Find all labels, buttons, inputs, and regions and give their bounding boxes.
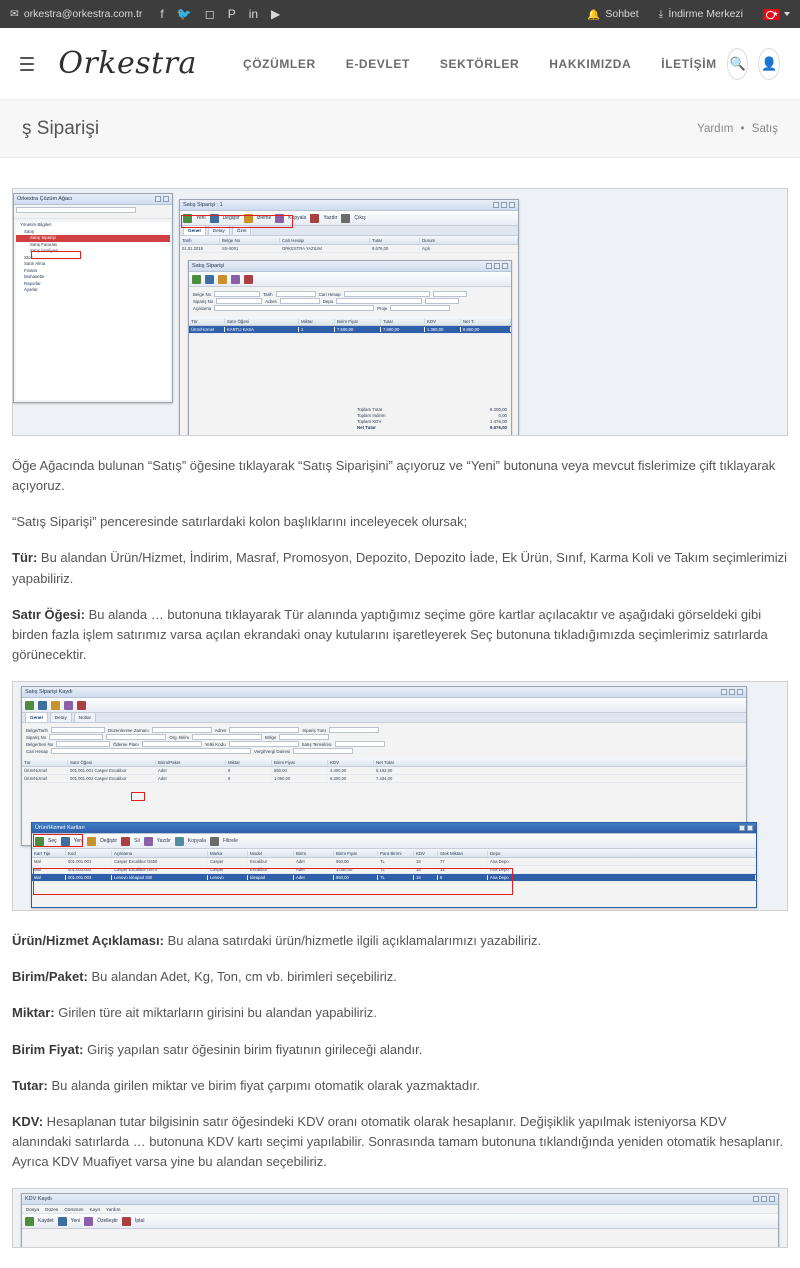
detail-form-row-3[interactable]: Açıklama Proje <box>193 305 507 311</box>
copy-icon[interactable] <box>275 214 284 223</box>
ogeagaci-searchbar[interactable] <box>14 205 172 219</box>
paragraph-columns: “Satış Siparişi” penceresinde satırlardaki kolon başlıklarını inceleyecek olursak; <box>12 514 468 530</box>
term-birim-fiyat-label: Birim Fiyat: <box>12 1041 84 1057</box>
kayit-grid-row[interactable]: Ürün/Hizmet 001.001.001 Casper Excalibur Adet 8 550,00 4.400,00 5.192,00 <box>22 767 746 775</box>
kayit-close-icon[interactable] <box>77 701 86 710</box>
kayit-tab-genel[interactable]: Genel <box>25 712 48 722</box>
term-birim-paket-text: Bu alandan Adet, Kg, Ton, cm vb. birimleri seçebiliriz. <box>87 969 397 985</box>
kartlari-toolbar[interactable] <box>32 834 756 849</box>
term-tutar-label: Tutar: <box>12 1077 48 1093</box>
site-header <box>0 28 800 100</box>
chat-label: Sohbet <box>605 8 639 20</box>
detail-save-icon[interactable] <box>192 275 201 284</box>
tree-item-satis[interactable]: Satış <box>24 228 35 234</box>
term-birim-fiyat-text: Giriş yapılan satır öğesinin birim fiyatının girileceği alandır. <box>83 1041 423 1057</box>
tab-ozet[interactable]: Özet <box>232 225 252 235</box>
kdv-save-icon[interactable] <box>25 1217 34 1226</box>
kdv-window-title-label: KDV Kaydı <box>25 1196 52 1203</box>
kartlari-degistir-label[interactable]: Değiştir <box>100 838 118 845</box>
detail-new-icon[interactable] <box>205 275 214 284</box>
hamburger-icon[interactable] <box>20 53 34 75</box>
download-center-link[interactable] <box>659 8 743 21</box>
kayit-window-title-label: Satış Siparişi Kaydı <box>25 689 73 696</box>
breadcrumb-separator: • <box>740 122 745 135</box>
kayit-window-controls[interactable] <box>721 689 743 695</box>
kartlari-window-title <box>32 823 756 834</box>
bell-icon: 🔔 <box>587 8 601 21</box>
term-urun-hizmet-aciklamasi <box>12 931 788 951</box>
new-icon[interactable] <box>183 214 192 223</box>
kdv-menu-dosya[interactable]: Dosya <box>26 1206 40 1212</box>
term-miktar-text: Girilen türe ait miktarların girisini bu alandan yapabiliriz. <box>54 1005 377 1021</box>
print-icon[interactable] <box>310 214 319 223</box>
kayit-new-icon[interactable] <box>38 701 47 710</box>
ogeagaci-title <box>14 194 172 205</box>
term-satir-ogesi <box>12 605 788 665</box>
tab-detay[interactable]: Detay <box>208 225 230 235</box>
term-birim-paket <box>12 967 788 987</box>
ogeagaci-window[interactable] <box>13 193 173 403</box>
figure-satir-ogesi[interactable] <box>12 681 788 911</box>
breadcrumb-item-yardim[interactable]: Yardım <box>697 122 734 135</box>
total-row-indirim: Toplam İndirim 0,00 <box>357 413 507 418</box>
tree-item-stok[interactable]: Stok <box>24 254 33 260</box>
tree-item-satinalma[interactable]: Satın Alma <box>24 261 46 266</box>
kdv-new-icon[interactable] <box>58 1217 67 1226</box>
sec-icon[interactable] <box>35 837 44 846</box>
kdv-window-controls[interactable] <box>753 1196 775 1202</box>
kartlari-grid-header: Kart Tipi Kod Açıklama Marka Model Birim Birim Fiyat Para Birimi KDV Stok Miktarı Depo <box>32 849 756 858</box>
tree-item-satis-faturasi[interactable]: Satış Faturası <box>30 241 58 247</box>
turkey-flag-icon <box>763 9 780 20</box>
detail-grid-header: Tür Satır Öğesi Miktar Birim Fiyat Tutar KDV Net T. <box>189 317 511 326</box>
kdv-menu-yardim[interactable]: Yardım <box>105 1206 121 1212</box>
ogeagaci-title-label: Orkestra Çözüm Ağacı <box>17 196 73 202</box>
tree-item-satis-siparisi[interactable]: Satış Siparişi <box>16 235 170 242</box>
term-tur-label: Tür: <box>12 550 38 566</box>
term-birim-fiyat <box>12 1040 788 1060</box>
kayit-grid-header: Tür Satır Öğesi Birim/Paket Miktar Birim Fiyat KDV Net Tutar <box>22 758 746 767</box>
detail-form-row-1[interactable]: Belge No Tarih Cari Hesap <box>193 291 507 297</box>
kartlari-copy-icon[interactable] <box>175 837 184 846</box>
kayit-print-icon[interactable] <box>51 701 60 710</box>
main-navigation <box>243 57 717 71</box>
view-icon[interactable] <box>244 214 253 223</box>
kartlari-sil-label[interactable]: Sil <box>134 838 140 845</box>
kartlari-print-icon[interactable] <box>144 837 153 846</box>
detail-form[interactable] <box>189 287 511 315</box>
contact-email[interactable] <box>10 8 142 20</box>
toolbar-print-label[interactable]: Yazdır <box>323 215 338 221</box>
kartlari-sec-label[interactable]: Seç <box>48 838 57 845</box>
kartlari-grid-row[interactable]: Mal 001.001.002 Casper Excalibur G670 Casper Excalibur Adet 1.050,00 TL 18 12 Ana Depo <box>32 866 756 874</box>
nav-item-iletisim[interactable]: İLETİŞİM <box>661 56 717 71</box>
kdv-menu-gorunum[interactable]: Görünüm <box>64 1206 84 1212</box>
list-window-title <box>180 200 518 211</box>
detail-close-icon[interactable] <box>244 275 253 284</box>
detail-form-row-2[interactable]: Sipariş No Adres Depo <box>193 298 507 304</box>
kayit-form[interactable] <box>22 723 746 758</box>
tab-genel[interactable]: Genel <box>183 225 206 235</box>
toolbar-edit-label[interactable]: Değiştir <box>222 215 240 221</box>
toolbar-copy-label[interactable]: Kopyala <box>288 215 307 221</box>
page-title: ş Siparişi <box>22 117 100 139</box>
kdv-menu-duzen[interactable]: Düzen <box>45 1206 59 1212</box>
detail-window-toolbar[interactable] <box>189 272 511 287</box>
logo[interactable]: Orkestra <box>58 46 197 81</box>
term-kdv-text: Hesaplanan tutar bilgisinin satır öğesindeki KDV oranı otomatik olarak hesaplanır. Değişiklik yapılmak isteniyorsa KDV alanındaki satırlarda … butonuna KDV kartı seçimi yapılabilir. Sonrasında tamam butonuna tıklandığında yeniden otomatik hesaplanır. Ayrıca KDV Muafiyet varsa yine bu alandan seçebiliriz. <box>12 1113 784 1170</box>
detail-customize-icon[interactable] <box>231 275 240 284</box>
chevron-down-icon <box>784 12 790 16</box>
detail-print-icon[interactable] <box>218 275 227 284</box>
window-controls[interactable] <box>155 196 169 202</box>
language-switcher[interactable] <box>763 9 790 20</box>
kayit-customize-icon[interactable] <box>64 701 73 710</box>
tree-item-ayarlar[interactable]: Ayarlar <box>24 287 38 292</box>
kdv-iptal-label[interactable]: İptal <box>134 1218 145 1225</box>
nav-item-edevlet[interactable]: E-DEVLET <box>345 56 410 71</box>
kayit-form-row-2[interactable]: Sipariş No Org. Birim Bölge <box>26 734 742 740</box>
contact-email-label: orkestra@orkestra.com.tr <box>23 8 143 20</box>
kartlari-grid-row[interactable]: Mal 001.001.001 Casper Excalibur G650 Casper Excalibur Adet 550,00 TL 18 77 Ana Depo <box>32 858 756 866</box>
search-icon[interactable]: 🔍 <box>727 48 749 80</box>
kartlari-window-title-label: Ürün/Hizmet Kartları <box>35 825 85 832</box>
tree-item-yonetim[interactable]: Yönetim Bilgileri <box>20 222 52 227</box>
toolbar-view-label[interactable]: İzleme <box>256 215 272 221</box>
breadcrumb-item-satis[interactable]: Satış <box>751 122 778 135</box>
list-window-toolbar[interactable] <box>180 211 518 226</box>
detail-window-controls[interactable] <box>486 263 508 269</box>
kdv-yeni-label[interactable]: Yeni <box>70 1218 81 1225</box>
list-window-tabs[interactable] <box>180 226 518 236</box>
kayit-tab-notlar[interactable]: Notlar <box>74 712 96 722</box>
term-tur-text: Bu alandan Ürün/Hizmet, İndirim, Masraf, Promosyon, Depozito, Depozito İade, Ek Ürün, Sınıf, Karma Koli ve Takım seçimlerimizi yapabiliriz. <box>12 550 787 586</box>
detail-totals <box>357 406 507 431</box>
paragraph-intro: Öğe Ağacında bulunan “Satış” öğesine tıklayarak “Satış Siparişini” açıyoruz ve “Yeni” butonuna veya mevcut fislerimize çift tıklayarak açıyoruz. <box>12 458 776 494</box>
toolbar-new-label[interactable]: Yeni <box>196 215 206 221</box>
kdv-menu-kayit[interactable]: Kayıt <box>89 1206 100 1212</box>
nav-item-sektorler[interactable]: SEKTÖRLER <box>439 56 520 71</box>
kartlari-yeni-label[interactable]: Yeni <box>73 838 84 845</box>
term-tur <box>12 548 788 588</box>
kartlari-yazdir-label[interactable]: Yazdır <box>156 838 171 845</box>
term-tutar <box>12 1076 788 1096</box>
kayit-form-row-4[interactable]: Cari Hesap Vergi/Vergi Dairesi <box>26 748 742 754</box>
kartlari-edit-icon[interactable] <box>87 837 96 846</box>
term-tutar-text: Bu alanda girilen miktar ve birim fiyat çarpımı otomatik olarak yazmaktadır. <box>47 1077 480 1093</box>
facebook-icon[interactable]: f <box>160 7 164 21</box>
chat-link[interactable] <box>587 8 638 21</box>
total-row-kdv: Toplam KDV 1.476,00 <box>357 419 507 424</box>
kayit-window-toolbar[interactable] <box>22 698 746 713</box>
list-window-title-label: Satış Siparişi : 1 <box>183 202 223 208</box>
kartlari-kopyala-label[interactable]: Kopyala <box>187 838 206 845</box>
tree-item-finans[interactable]: Finans <box>24 267 38 273</box>
term-urun-hizmet-aciklamasi-text: Bu alana satırdaki ürün/hizmetle ilgili açıklamalarımızı yazabiliriz. <box>163 933 542 949</box>
kartlari-delete-icon[interactable] <box>121 837 130 846</box>
kayit-window-title <box>22 687 746 698</box>
kdv-menubar[interactable] <box>22 1205 778 1214</box>
nav-item-hakkimizda[interactable]: HAKKIMIZDA <box>549 56 632 71</box>
download-icon: ⤓ <box>658 7 664 20</box>
kayit-grid-row[interactable]: Ürün/Hizmet 001.001.002 Casper Excalibur Adet 6 1.050,00 6.300,00 7.434,00 <box>22 775 746 783</box>
list-grid-row[interactable]: 01.01.2019 SS-0001 ORKESTRA YAZILIM 9.676,00 Açık <box>180 245 518 253</box>
instagram-icon[interactable]: ◻ <box>204 7 215 21</box>
urun-hizmet-kartlari-window[interactable] <box>31 822 757 908</box>
term-satir-ogesi-text: Bu alanda … butonuna tıklayarak Tür alanında yaptığımız seçime göre kartlar açılacaktır ve aşağıdaki görseldeki gibi birden fazla işlem satırımız varsa açılan ekrandaki onay kutularını işaretleyerek Seç butonuna tıkladığımızda seçimlerimiz satırlarda görünecektir. <box>12 606 768 662</box>
pinterest-icon[interactable]: P <box>227 7 236 21</box>
detail-window-title-label: Satış Siparişi <box>192 263 225 269</box>
twitter-icon[interactable]: 🐦 <box>176 7 192 21</box>
youtube-icon[interactable]: ▶ <box>271 7 281 21</box>
list-window-controls[interactable] <box>493 202 515 208</box>
satis-siparisi-detail-window[interactable] <box>188 260 512 436</box>
tree-item-satis-irsaliyesi[interactable]: Satış İrsaliyesi <box>30 248 59 253</box>
kayit-tab-detay[interactable]: Detay <box>50 712 72 722</box>
envelope-icon: ✉ <box>10 8 19 20</box>
figure-kdv-kaydi[interactable] <box>12 1188 788 1248</box>
edit-icon[interactable] <box>210 214 219 223</box>
total-row-tutar: Toplam Tutar 8.200,00 <box>357 407 507 412</box>
article-content <box>0 158 800 1248</box>
kartlari-window-controls[interactable] <box>739 825 753 831</box>
user-icon[interactable]: 👤 <box>758 48 780 80</box>
kartlari-grid-row[interactable]: Mal 001.001.003 Lenovo Ideapad 330 Lenovo Ideapad Adet 850,00 TL 18 8 Ana Depo <box>32 874 756 882</box>
figure-satis-siparisi[interactable] <box>12 188 788 436</box>
term-miktar <box>12 1003 788 1023</box>
kdv-toolbar[interactable] <box>22 1214 778 1229</box>
term-miktar-label: Miktar: <box>12 1005 55 1021</box>
kartlari-filtrele-label[interactable]: Filtrele <box>222 838 238 845</box>
exit-icon[interactable] <box>341 214 350 223</box>
kayit-window-tabs[interactable] <box>22 713 746 723</box>
list-grid-header: Tarih Belge No Cari Hesap Tutar Durum <box>180 236 518 245</box>
term-birim-paket-label: Birim/Paket: <box>12 969 88 985</box>
page-breadcrumb-bar <box>0 100 800 158</box>
satis-siparisi-list-window[interactable] <box>179 199 519 436</box>
nav-item-cozumler[interactable]: ÇÖZÜMLER <box>242 56 316 71</box>
tree-item-raporlar[interactable]: Raporlar <box>24 280 41 286</box>
social-links <box>160 8 280 20</box>
kartlari-filter-icon[interactable] <box>210 837 219 846</box>
detail-grid-row[interactable]: Ürün/Hizmet KARTLI KASA 1 7.500,00 7.500,00 1.350,00 8.850,00 <box>189 326 511 334</box>
top-bar <box>0 0 800 28</box>
kdv-cancel-icon[interactable] <box>122 1217 131 1226</box>
toolbar-exit-label[interactable]: Çıkış <box>354 215 366 221</box>
detail-window-title <box>189 261 511 272</box>
term-kdv-label: KDV: <box>12 1113 44 1129</box>
total-row-net: Net Tutar 9.676,00 <box>357 425 507 430</box>
linkedin-icon[interactable]: in <box>248 7 259 21</box>
breadcrumb <box>697 123 778 135</box>
tree-item-muhasebe[interactable]: Muhasebe <box>24 274 45 279</box>
term-satir-ogesi-label: Satır Öğesi: <box>12 606 85 622</box>
kayit-form-row-1[interactable]: Belge/Tarih Düzenlenme Zamanı Adres Sipariş Türü <box>26 727 742 733</box>
kdv-ozellestir-label[interactable]: Özelleştir <box>97 1218 118 1225</box>
kartlari-new-icon[interactable] <box>61 837 70 846</box>
download-center-label: İndirme Merkezi <box>668 8 743 20</box>
kdv-kaydet-label[interactable]: Kaydet <box>38 1218 54 1225</box>
kayit-form-row-3[interactable]: Belge/Seri No Ödeme Planı Yetki Kodu Satış Temsilcisi <box>26 741 742 747</box>
term-kdv <box>12 1112 788 1172</box>
kayit-save-icon[interactable] <box>25 701 34 710</box>
term-urun-hizmet-aciklamasi-label: Ürün/Hizmet Açıklaması: <box>12 933 164 949</box>
kdv-customize-icon[interactable] <box>84 1217 93 1226</box>
ogeagaci-tree[interactable] <box>16 222 170 400</box>
kdv-kaydi-window[interactable] <box>21 1193 779 1248</box>
